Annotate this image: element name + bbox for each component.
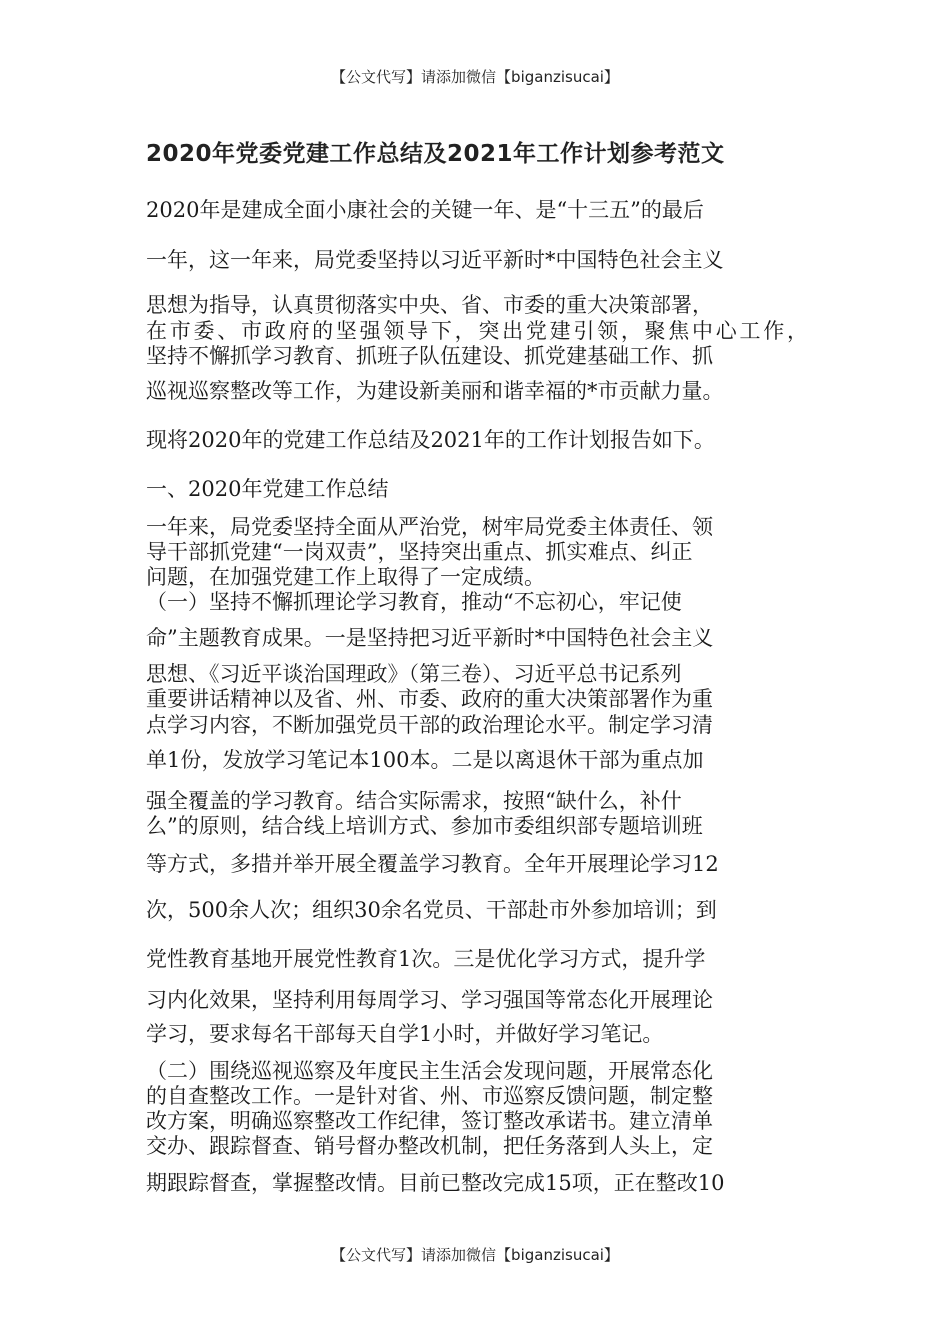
body-line: 一年，这一年来，局党委坚持以习近平新时*中国特色社会主义 (146, 248, 724, 272)
body-line: 一年来，局党委坚持全面从严治党，树牢局党委主体责任、领 (146, 515, 713, 539)
body-line: 现将2020年的党建工作总结及2021年的工作计划报告如下。 (146, 428, 715, 452)
body-line: 期跟踪督查，掌握整改情。目前已整改完成15项，正在整改10 (146, 1171, 725, 1195)
body-line: 等方式，多措并举开展全覆盖学习教育。全年开展理论学习12 (146, 852, 719, 876)
body-line: 坚持不懈抓学习教育、抓班子队伍建设、抓党建基础工作、抓 (146, 344, 713, 368)
body-line: 交办、跟踪督查、销号督办整改机制，把任务落到人头上，定 (146, 1134, 713, 1158)
body-line: 点学习内容，不断加强党员干部的政治理论水平。制定学习清 (146, 713, 713, 737)
body-line: 思想为指导，认真贯彻落实中央、省、市委的重大决策部署， (146, 293, 713, 317)
body-line: 2020年是建成全面小康社会的关键一年、是“十三五”的最后 (146, 198, 704, 222)
body-line: （一）坚持不懈抓理论学习教育，推动“不忘初心，牢记使 (146, 590, 682, 614)
body-line: 改方案，明确巡察整改工作纪律，签订整改承诺书。建立清单 (146, 1109, 713, 1133)
body-line: 强全覆盖的学习教育。结合实际需求，按照“缺什么，补什 (146, 789, 682, 813)
body-line: 在市委、市政府的坚强领导下，突出党建引领，聚焦中心工作， (146, 319, 811, 343)
page-header-watermark: 【公文代写】请添加微信【biganzisucai】 (331, 68, 619, 86)
body-line: 的自查整改工作。一是针对省、州、市巡察反馈问题，制定整 (146, 1084, 713, 1108)
body-line: 单1份，发放学习笔记本100本。二是以离退休干部为重点加 (146, 748, 704, 772)
body-line: 思想、《习近平谈治国理政》（第三卷）、习近平总书记系列 (146, 662, 682, 686)
body-line: 党性教育基地开展党性教育1次。三是优化学习方式，提升学 (146, 947, 706, 971)
body-line: （二）围绕巡视巡察及年度民主生活会发现问题，开展常态化 (146, 1059, 713, 1083)
body-line: 学习，要求每名干部每天自学1小时，并做好学习笔记。 (146, 1022, 664, 1046)
document-title: 2020年党委党建工作总结及2021年工作计划参考范文 (146, 141, 725, 167)
body-line: 命”主题教育成果。一是坚持把习近平新时*中国特色社会主义 (146, 626, 714, 650)
body-line: 问题，在加强党建工作上取得了一定成绩。 (146, 565, 545, 589)
body-line: 重要讲话精神以及省、州、市委、政府的重大决策部署作为重 (146, 687, 713, 711)
body-line section-heading: 一、2020年党建工作总结 (146, 477, 389, 501)
body-line: 么”的原则，结合线上培训方式、参加市委组织部专题培训班 (146, 814, 703, 838)
body-line: 巡视巡察整改等工作，为建设新美丽和谐幸福的*市贡献力量。 (146, 379, 724, 403)
page-footer-watermark: 【公文代写】请添加微信【biganzisucai】 (331, 1246, 619, 1264)
body-line: 次，500余人次；组织30余名党员、干部赴市外参加培训；到 (146, 898, 717, 922)
body-line: 习内化效果，坚持利用每周学习、学习强国等常态化开展理论 (146, 988, 713, 1012)
body-line: 导干部抓党建“一岗双责”，坚持突出重点、抓实难点、纠正 (146, 540, 693, 564)
